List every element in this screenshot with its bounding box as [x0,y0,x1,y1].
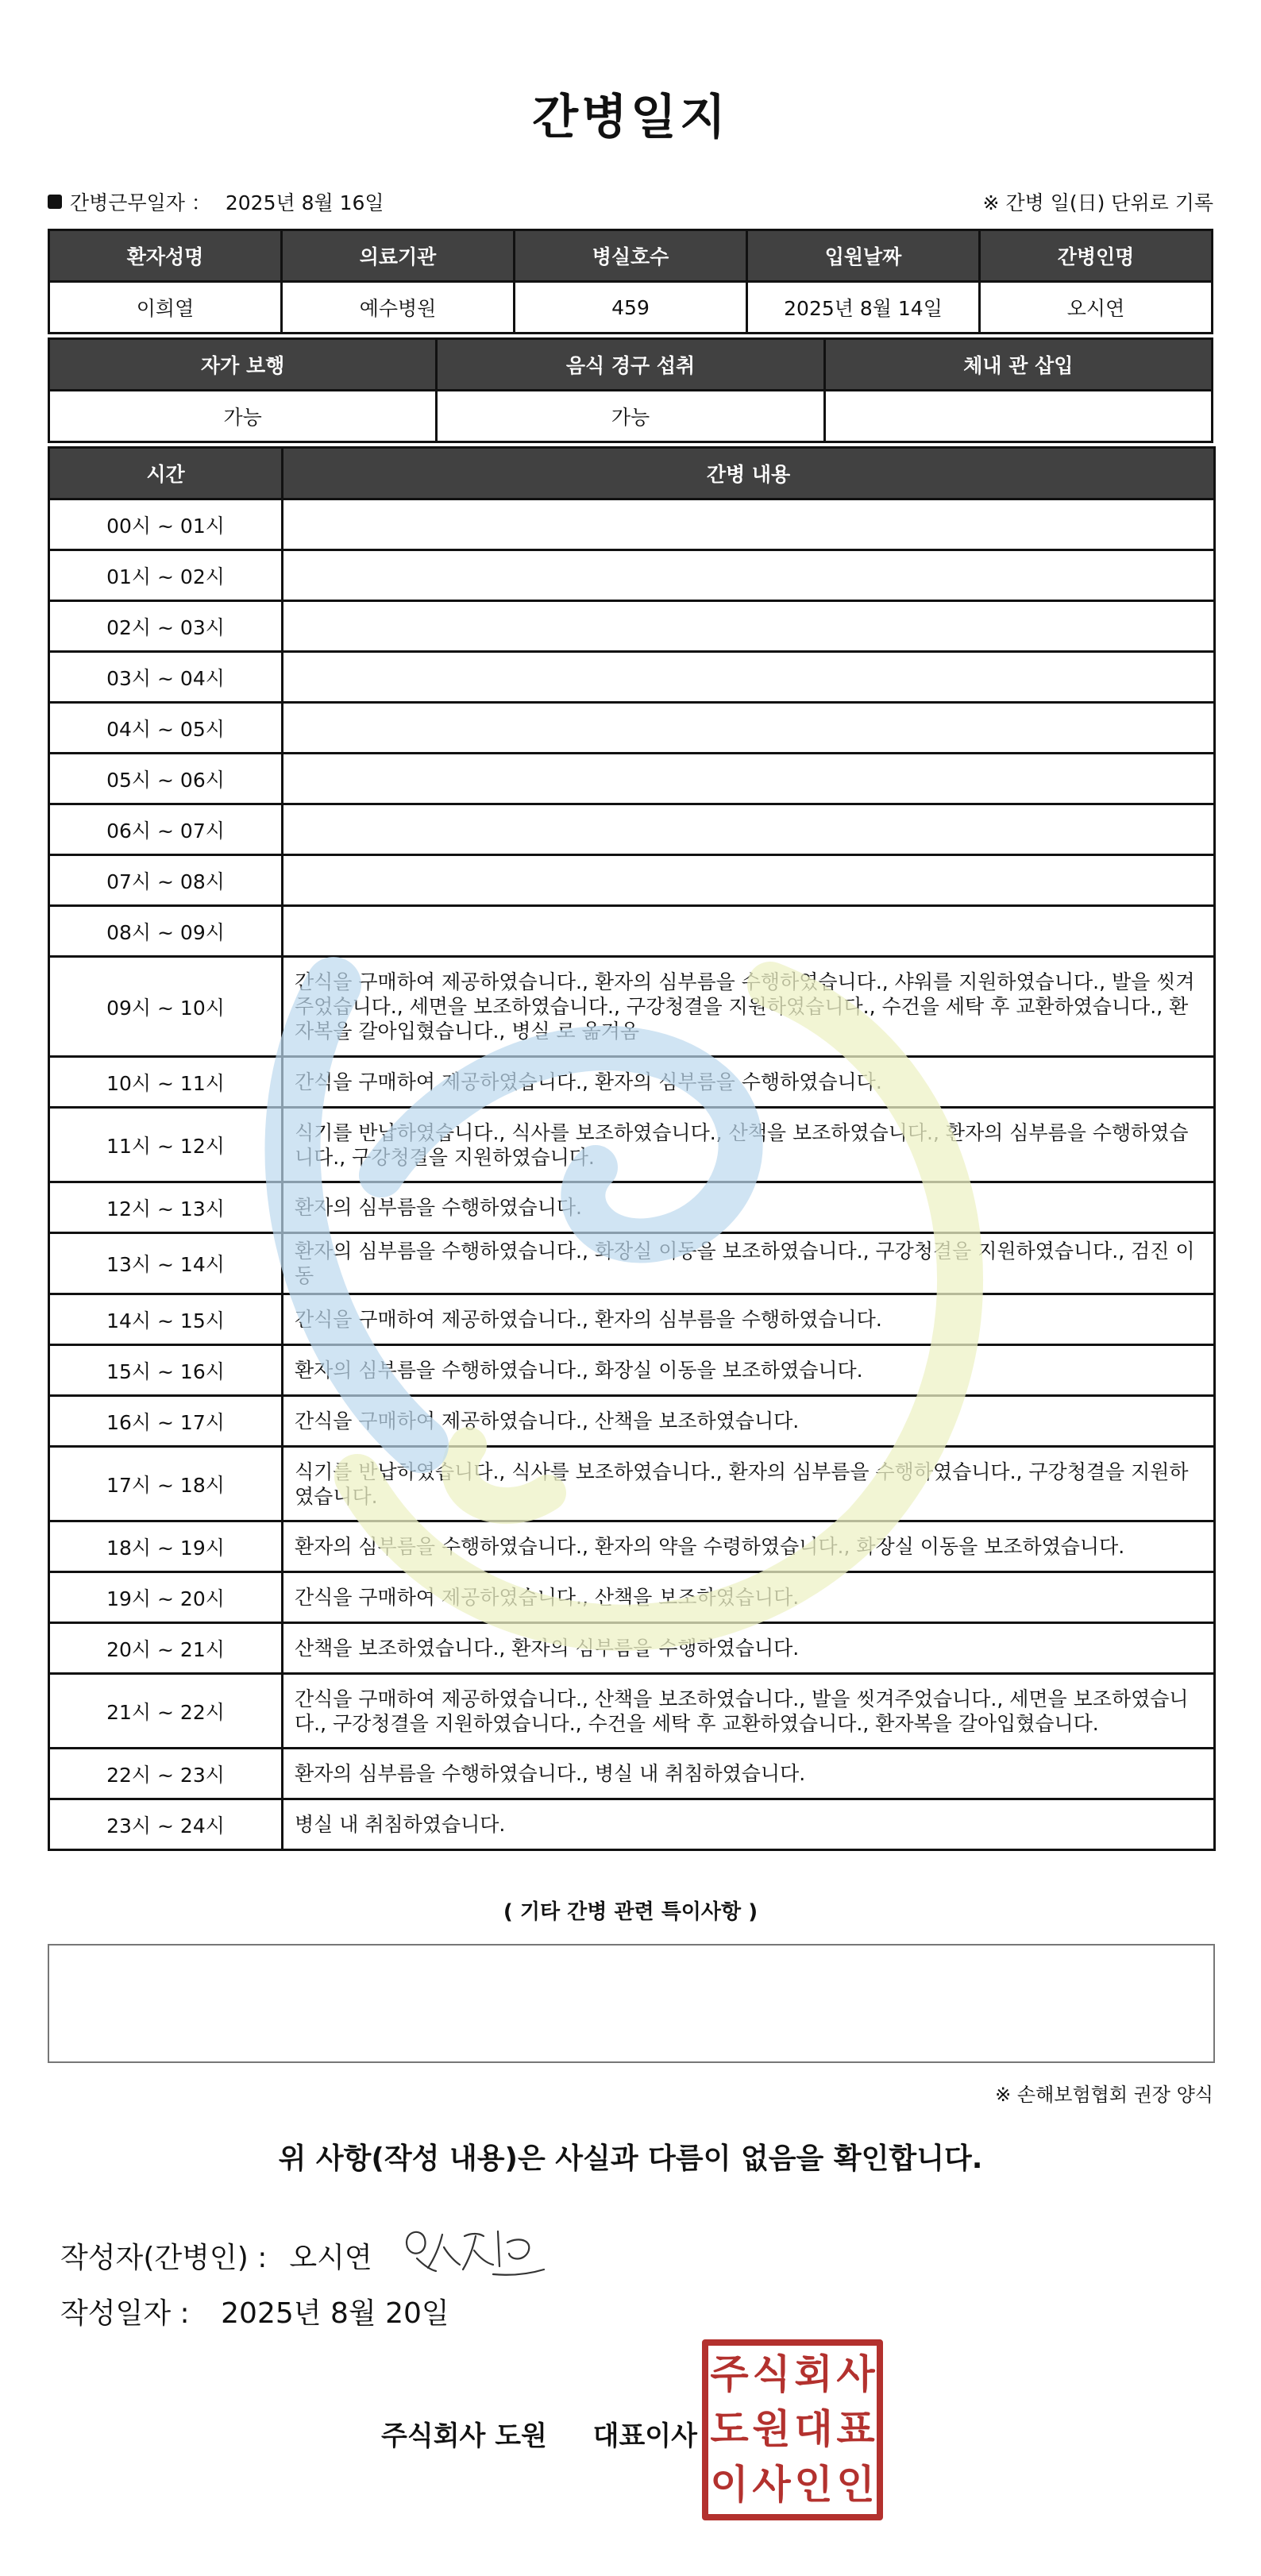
log-content-cell [283,703,1215,754]
admission-date: 2025년 8월 14일 [747,282,980,334]
log-content-cell [283,906,1215,957]
confirmation-statement: 위 사항(작성 내용)은 사실과 다름이 없음을 확인합니다. [278,2142,983,2175]
oral-intake-value: 가능 [437,391,824,442]
log-row [49,1396,1215,1447]
log-content-cell: 간식을 구매하여 제공하였습니다., 산책을 보조하였습니다., 발을 씻겨주었습니다., 세면을 보조하였습니다., 구강청결을 지원하였습니다., 수건을 세탁 후 교환하였습니다., 환자복을 갈아입혔습니다. [283,1674,1215,1749]
log-time-cell: 05시 ~ 06시 [49,754,283,804]
log-row [49,1674,1215,1749]
log-content-cell: 환자의 심부름을 수행하였습니다., 환자의 약을 수령하였습니다., 화장실 이동을 보조하였습니다. [283,1521,1215,1572]
log-time-cell: 06시 ~ 07시 [49,804,283,855]
work-date-label: 간병근무일자 ： [70,191,211,214]
log-content-cell: 환자의 심부름을 수행하였습니다. [283,1182,1215,1233]
patient-header-row [49,230,1213,282]
log-content-cell: 식기를 반납하였습니다., 식사를 보조하였습니다., 환자의 심부름을 수행하였습니다., 구강청결을 지원하였습니다. [283,1447,1215,1521]
log-time-cell: 22시 ~ 23시 [49,1749,283,1799]
log-row [49,1799,1215,1850]
log-content-cell: 환자의 심부름을 수행하였습니다., 화장실 이동을 보조하였습니다., 구강청결을 지원하였습니다., 검진 이동 [283,1233,1215,1294]
log-time-cell: 08시 ~ 09시 [49,906,283,957]
seal-char: 회 [794,2351,833,2397]
etc-section-title: ( 기타 간병 관련 특이사항 ) [503,1900,758,1924]
log-row [49,1182,1215,1233]
seal-char: 주 [710,2351,749,2397]
log-content-cell [283,652,1215,703]
log-row [49,1623,1215,1674]
log-time-cell: 15시 ~ 16시 [49,1345,283,1396]
patient-value-row [49,282,1213,334]
log-row [49,855,1215,906]
log-row [49,601,1215,652]
log-content-cell: 간식을 구매하여 제공하였습니다., 산책을 보조하였습니다. [283,1572,1215,1623]
ceo-title: 대표이사 [592,2420,697,2452]
header-time: 시간 [49,448,283,499]
log-time-cell: 12시 ~ 13시 [49,1182,283,1233]
log-row [49,957,1215,1057]
log-time-cell: 17시 ~ 18시 [49,1447,283,1521]
log-time-cell: 09시 ~ 10시 [49,957,283,1057]
log-row [49,754,1215,804]
company-name: 주식회사 도원 [381,2420,547,2452]
patient-ability-table [48,337,1213,443]
log-content-cell: 간식을 구매하여 제공하였습니다., 환자의 심부름을 수행하였습니다. [283,1057,1215,1108]
writer-label: 작성자(간병인) : [60,2241,268,2274]
log-time-cell: 04시 ~ 05시 [49,703,283,754]
signature-icon [399,2223,550,2287]
log-content-cell: 산책을 보조하였습니다., 환자의 심부름을 수행하였습니다. [283,1623,1215,1674]
header-room-number: 병실호수 [515,230,747,282]
log-time-cell: 23시 ~ 24시 [49,1799,283,1850]
seal-char: 대 [794,2406,833,2453]
seal-char: 표 [836,2406,875,2453]
log-row [49,652,1215,703]
writer-name: 오시연 [289,2241,372,2274]
log-content-cell [283,550,1215,601]
log-time-cell: 10시 ~ 11시 [49,1057,283,1108]
log-row [49,1447,1215,1521]
writer-line [60,2223,550,2287]
etc-notes-box [48,1944,1215,2063]
log-content-cell: 간식을 구매하여 제공하였습니다., 환자의 심부름을 수행하였습니다. [283,1294,1215,1345]
seal-char: 원 [752,2406,791,2453]
written-date-value: 2025년 8월 20일 [221,2297,449,2330]
log-row [49,499,1215,550]
seal-char: 사 [836,2351,875,2397]
header-hospital: 의료기관 [282,230,515,282]
seal-char: 인 [836,2461,875,2508]
header-admission-date: 입원날짜 [747,230,980,282]
patient-name: 이희열 [49,282,282,334]
log-row [49,1108,1215,1182]
log-row [49,1521,1215,1572]
hospital-name: 예수병원 [282,282,515,334]
seal-char: 도 [710,2406,749,2453]
log-row [49,1749,1215,1799]
seal-char: 식 [752,2351,791,2397]
header-self-walking: 자가 보행 [49,339,437,391]
company-seal-stamp [702,2339,883,2520]
log-content-cell: 환자의 심부름을 수행하였습니다., 화장실 이동을 보조하였습니다. [283,1345,1215,1396]
hourly-care-log-table [48,446,1216,1851]
patient-info-table [48,229,1213,334]
log-content-cell [283,499,1215,550]
log-content-cell [283,601,1215,652]
log-row [49,1233,1215,1294]
caregiver-name: 오시연 [980,282,1213,334]
log-time-cell: 00시 ~ 01시 [49,499,283,550]
log-content-cell [283,855,1215,906]
company-line [381,2414,697,2453]
self-walking-value: 가능 [49,391,437,442]
recommend-note: ※ 손해보험협회 권장 양식 [995,2084,1213,2106]
log-row [49,1057,1215,1108]
record-note: ※ 간병 일(日) 단위로 기록 [982,191,1213,214]
log-content-cell [283,754,1215,804]
log-time-cell: 20시 ~ 21시 [49,1623,283,1674]
log-row [49,1294,1215,1345]
work-date-group [48,187,384,216]
log-row [49,550,1215,601]
log-content-cell: 간식을 구매하여 제공하였습니다., 환자의 심부름을 수행하였습니다., 샤워를 지원하였습니다., 발을 씻겨주었습니다., 세면을 보조하였습니다., 구강청결을 지원하였습니다., 수건을 세탁 후 교환하였습니다., 환자복을 갈아입혔습니다., 병실 로 옮겨옴 [283,957,1215,1057]
log-time-cell: 07시 ~ 08시 [49,855,283,906]
log-time-cell: 01시 ~ 02시 [49,550,283,601]
log-content-cell [283,804,1215,855]
tube-insertion-value [824,391,1212,442]
written-date-line [60,2291,449,2331]
work-date-value: 2025년 8월 16일 [225,191,384,214]
log-time-cell: 19시 ~ 20시 [49,1572,283,1623]
written-date-label: 작성일자 : [60,2297,190,2330]
work-date-line [48,184,1213,219]
seal-char: 사 [752,2461,791,2508]
log-content-cell: 간식을 구매하여 제공하였습니다., 산책을 보조하였습니다. [283,1396,1215,1447]
log-content-cell: 환자의 심부름을 수행하였습니다., 병실 내 취침하였습니다. [283,1749,1215,1799]
header-care-content: 간병 내용 [283,448,1215,499]
log-row [49,804,1215,855]
header-caregiver-name: 간병인명 [980,230,1213,282]
header-patient-name: 환자성명 [49,230,282,282]
document-title: 간병일지 [532,90,729,145]
room-number: 459 [515,282,747,334]
log-row [49,1345,1215,1396]
seal-char: 이 [710,2461,749,2508]
header-oral-intake: 음식 경구 섭취 [437,339,824,391]
log-time-cell: 13시 ~ 14시 [49,1233,283,1294]
log-time-cell: 03시 ~ 04시 [49,652,283,703]
log-time-cell: 02시 ~ 03시 [49,601,283,652]
log-header-row [49,448,1215,499]
log-row [49,703,1215,754]
log-time-cell: 14시 ~ 15시 [49,1294,283,1345]
log-time-cell: 16시 ~ 17시 [49,1396,283,1447]
bullet-square-icon [48,195,62,209]
ability-value-row [49,391,1213,442]
log-time-cell: 21시 ~ 22시 [49,1674,283,1749]
log-row [49,1572,1215,1623]
log-content-cell: 병실 내 취침하였습니다. [283,1799,1215,1850]
log-row [49,906,1215,957]
log-body [49,499,1215,1850]
seal-characters [708,2347,877,2512]
log-content-cell: 식기를 반납하였습니다., 식사를 보조하였습니다., 산책을 보조하였습니다., 환자의 심부름을 수행하였습니다., 구강청결을 지원하였습니다. [283,1108,1215,1182]
ability-header-row [49,339,1213,391]
header-tube-insertion: 체내 관 삽입 [824,339,1212,391]
log-time-cell: 11시 ~ 12시 [49,1108,283,1182]
log-time-cell: 18시 ~ 19시 [49,1521,283,1572]
seal-char: 인 [794,2461,833,2508]
